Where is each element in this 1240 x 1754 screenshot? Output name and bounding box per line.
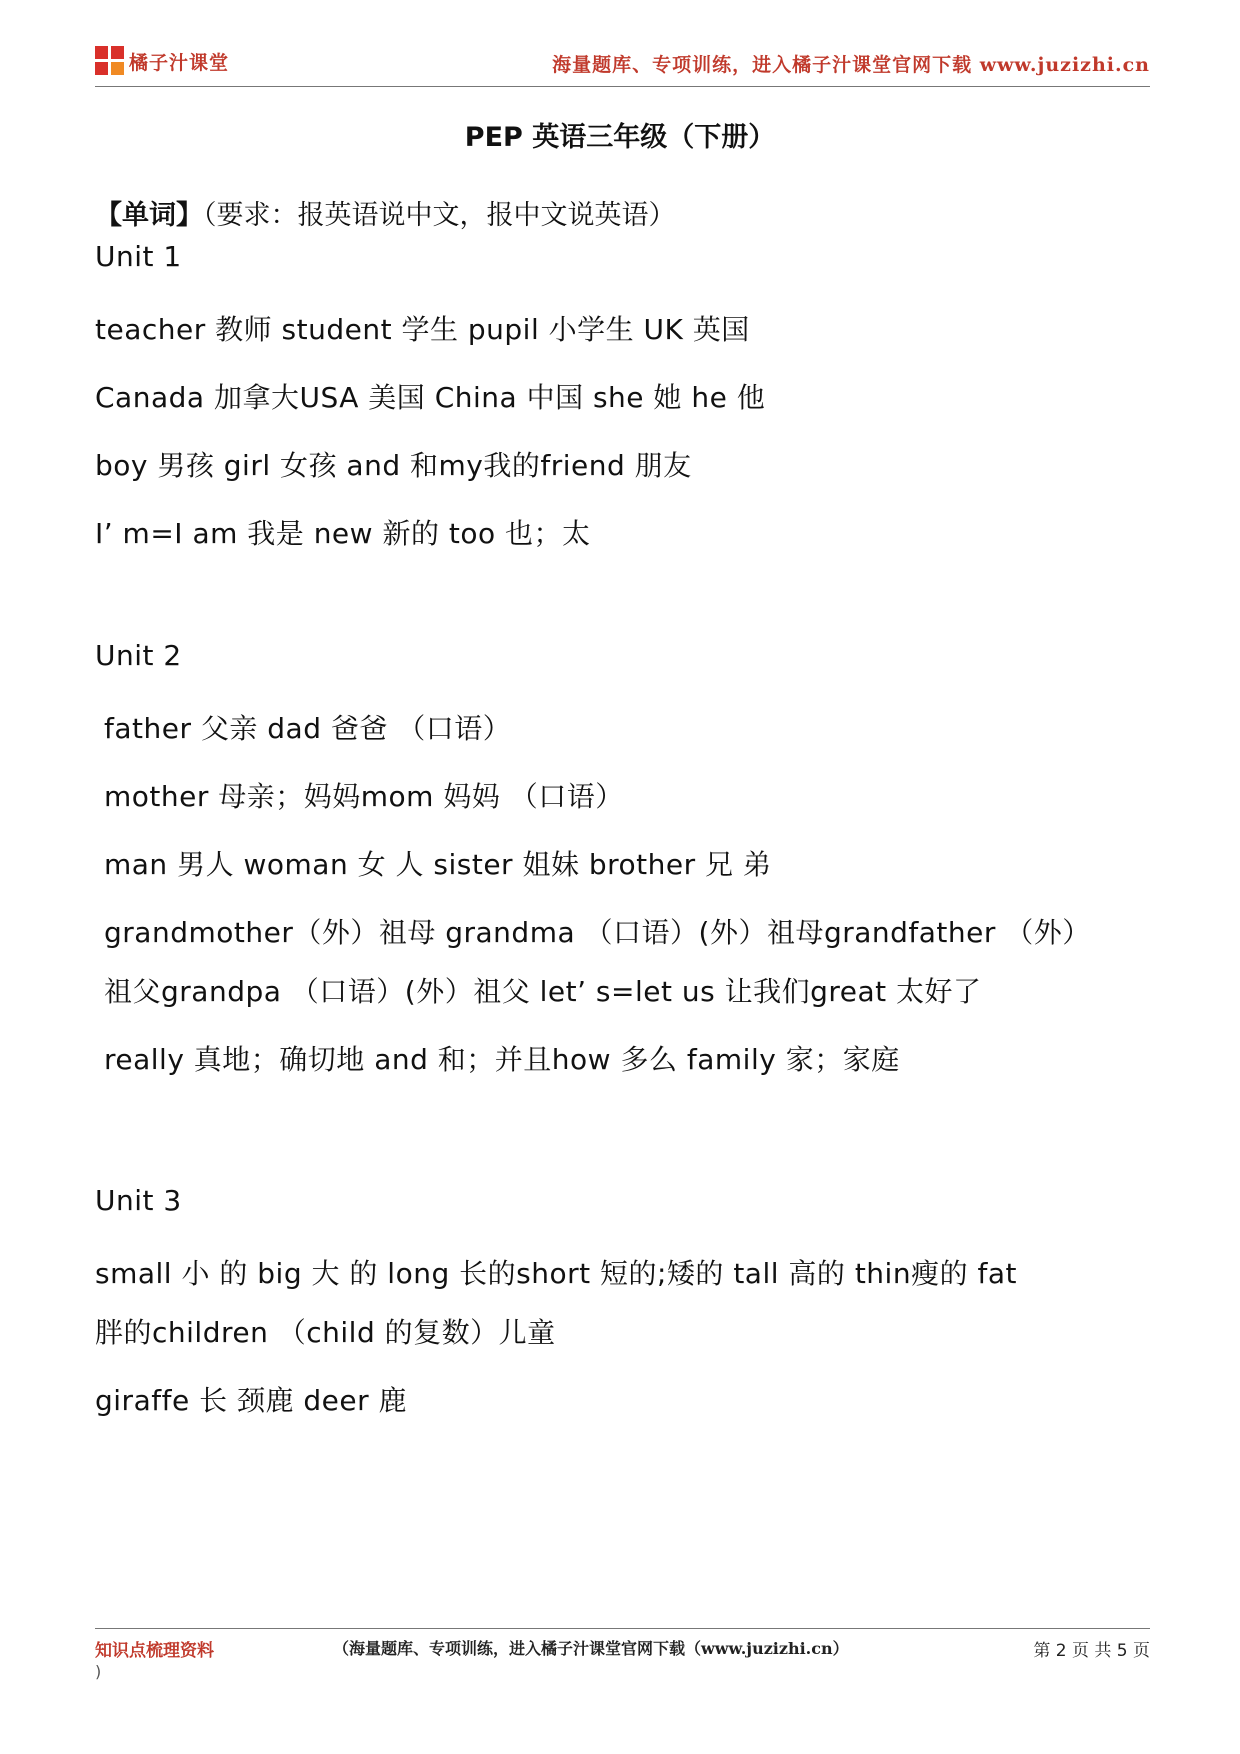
vocab-line: really 真地；确切地 and 和；并且how 多么 family 家；家庭 bbox=[104, 1043, 900, 1076]
vocab-line: man 男人 woman 女 人 sister 姐妹 brother 兄 弟 bbox=[104, 848, 772, 881]
unit-heading: Unit 3 bbox=[95, 1184, 182, 1217]
header-slogan: 海量题库、专项训练，进入橘子汁课堂官网下载 www.juzizhi.cn bbox=[552, 54, 1150, 76]
section-heading bbox=[95, 193, 676, 232]
section-note: （要求：报英语说中文，报中文说英语） bbox=[203, 200, 676, 231]
vocab-line: giraffe 长 颈鹿 deer 鹿 bbox=[95, 1384, 408, 1417]
vocab-line: I’ m=I am 我是 new 新的 too 也；太 bbox=[95, 517, 591, 550]
vocab-line: mother 母亲；妈妈mom 妈妈 （口语） bbox=[104, 780, 624, 813]
footer-label: 知识点梳理资料 bbox=[95, 1641, 214, 1661]
unit-heading: Unit 1 bbox=[95, 240, 182, 273]
logo-icon bbox=[95, 46, 125, 76]
vocab-line: Canada 加拿大USA 美国 China 中国 she 她 he 他 bbox=[95, 381, 766, 414]
vocab-line: boy 男孩 girl 女孩 and 和my我的friend 朋友 bbox=[95, 449, 692, 482]
footer-paren: ) bbox=[95, 1662, 102, 1681]
page-title: PEP 英语三年级（下册） bbox=[464, 122, 776, 153]
total-pages: 5 bbox=[1116, 1641, 1128, 1661]
vocab-line: teacher 教师 student 学生 pupil 小学生 UK 英国 bbox=[95, 313, 750, 346]
logo-text: 橘子汁课堂 bbox=[129, 51, 230, 74]
vocab-line: grandmother（外）祖母 grandma （口语）(外）祖母grandfather （外） bbox=[104, 916, 1091, 949]
header-divider bbox=[95, 86, 1150, 87]
vocab-line: small 小 的 big 大 的 long 长的short 短的;矮的 tall 高的 thin瘦的 fat bbox=[95, 1257, 1017, 1290]
footer-divider bbox=[95, 1628, 1150, 1629]
unit-heading: Unit 2 bbox=[95, 639, 182, 672]
logo bbox=[95, 46, 229, 76]
page-header bbox=[95, 38, 1150, 84]
vocab-line: 胖的children （child 的复数）儿童 bbox=[95, 1316, 556, 1349]
current-page: 2 bbox=[1055, 1641, 1067, 1661]
vocab-line: 祖父grandpa （口语）(外）祖父 let’ s=let us 让我们great 太好了 bbox=[104, 975, 982, 1008]
vocab-line: father 父亲 dad 爸爸 （口语） bbox=[104, 712, 512, 745]
section-label: 【单词】 bbox=[95, 200, 203, 231]
page-number: 第 2 页 共 5 页 bbox=[1033, 1641, 1150, 1661]
footer-slogan: （海量题库、专项训练，进入橘子汁课堂官网下载（www.juzizhi.cn） bbox=[333, 1639, 849, 1658]
